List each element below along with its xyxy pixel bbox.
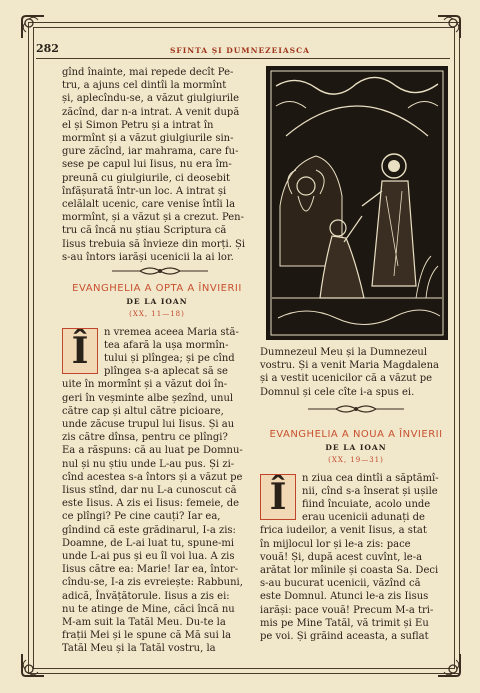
text-line: unde L-ai pus și eu îl voi lua. A zis bbox=[62, 551, 235, 563]
text-line: gînd înainte, mai repede decît Pe- bbox=[62, 67, 234, 78]
text-line: cînd acestea s-a întors și a văzut pe bbox=[62, 471, 243, 483]
text-line: arătat lor mîinile și coasta Sa. Deci bbox=[260, 565, 439, 577]
text-line: Iisus trebuia să învieze din morți. Și bbox=[62, 238, 246, 250]
text-line: cîndu-se, I-a zis evreiește: Rabbuni, bbox=[62, 577, 243, 589]
text-line: preună cu giulgiurile, ci deosebit bbox=[62, 172, 231, 184]
text-line: Ea a răspuns: că au luat pe Domnu- bbox=[62, 445, 243, 457]
text-line: gîndind că este grădinarul, I-a zis: bbox=[62, 524, 236, 536]
text-line: mormînt, și a văzut și a crezut. Pen- bbox=[62, 212, 244, 224]
divider-ornament-icon bbox=[306, 404, 406, 414]
text-line: celălalt ucenic, care venise întîi la bbox=[62, 199, 236, 211]
resurrection-noli-me-tangere-icon bbox=[266, 66, 448, 340]
text-line: plîngea s-a aplecat să se bbox=[104, 366, 228, 378]
right-column-top-text bbox=[260, 346, 452, 399]
header-rule bbox=[36, 58, 450, 59]
text-line: Doamne, de L-ai luat tu, spune-mi bbox=[62, 537, 235, 549]
drop-cap: Î bbox=[62, 328, 98, 374]
section-eight bbox=[62, 282, 252, 656]
text-line: s-au întors iarăși ucenicii la ai lor. bbox=[62, 251, 234, 263]
text-line: ce plîngi? Pe cine cauți? Iar ea, bbox=[62, 511, 221, 523]
text-line: Iisus stînd, dar nu L-a cunoscut că bbox=[62, 485, 237, 497]
text-line: mis pe Mine Tatăl, vă trimit și Eu bbox=[260, 617, 429, 629]
text-line: frica iudeilor, a venit Iisus, a stat bbox=[260, 525, 427, 537]
text-line: vouă! Și, după acest cuvînt, le-a bbox=[260, 551, 423, 563]
text-line: uite în mormînt și a văzut doi în- bbox=[62, 379, 228, 391]
text-line: el și Simon Petru și a intrat în bbox=[62, 119, 214, 131]
text-line: n ziua cea dintîi a săptămî- bbox=[302, 472, 439, 484]
text-line: tru, a ajuns cel dintîi la mormînt bbox=[62, 80, 227, 92]
section-title: EVANGHELIA A NOUA A ÎNVIERII bbox=[269, 429, 443, 440]
text-line: nul și nu știu unde L-au pus. Și zi- bbox=[62, 458, 235, 470]
text-line: pe voi. Și grăind aceasta, a suflat bbox=[260, 631, 429, 643]
text-line: unde zăcuse trupul lui Iisus. Și au bbox=[62, 419, 235, 431]
text-line: vostru. Și a venit Maria Magdalena bbox=[260, 360, 439, 372]
drop-cap: Î bbox=[260, 474, 296, 520]
corner-ornament-icon bbox=[436, 14, 462, 40]
text-line: iarăși: pace vouă! Precum M-a tri- bbox=[260, 604, 434, 616]
section-reference: (XX, 19—31) bbox=[328, 456, 384, 465]
text-line: adică, Învățătorule. Iisus a zis ei: bbox=[62, 590, 230, 602]
section-reference: (XX, 11—18) bbox=[129, 310, 185, 319]
text-line: zis către dînsa, pentru ce plîngi? bbox=[62, 432, 228, 444]
corner-ornament-icon bbox=[436, 652, 462, 678]
text-line: către cap și altul către picioare, bbox=[62, 405, 224, 417]
section-nine bbox=[260, 428, 452, 643]
section-subtitle: DE LA IOAN bbox=[325, 443, 387, 453]
running-title: SFINTA ȘI DUMNEZEIASCA bbox=[170, 46, 310, 55]
text-line: geri în veșminte albe șezînd, unul bbox=[62, 392, 234, 404]
text-line: înfășurată într-un loc. A intrat și bbox=[62, 185, 227, 197]
page-number: 282 bbox=[36, 42, 59, 55]
section-subtitle: DE LA IOAN bbox=[126, 297, 188, 307]
divider-ornament-icon bbox=[110, 266, 210, 276]
text-line: erau ucenicii adunați de bbox=[302, 512, 425, 524]
text-line: fiind încuiate, acolo unde bbox=[302, 499, 431, 511]
text-line: frații Mei și le spune că Mă sui la bbox=[62, 630, 232, 642]
corner-ornament-icon bbox=[20, 14, 46, 40]
text-line: n vremea aceea Maria stă- bbox=[104, 326, 239, 338]
text-line: Dumnezeul Meu și la Dumnezeul bbox=[260, 347, 428, 358]
text-line: tea afară la ușa mormîn- bbox=[104, 339, 229, 351]
text-line: și, aplecîndu-se, a văzut giulgiurile bbox=[62, 93, 240, 105]
text-line: sese pe capul lui Iisus, nu era îm- bbox=[62, 159, 232, 171]
text-line: este Domnul. Atunci le-a zis Iisus bbox=[260, 591, 429, 603]
left-column-top-text bbox=[62, 66, 252, 264]
text-line: Tatăl Meu și la Tatăl vostru, la bbox=[62, 643, 216, 655]
corner-ornament-icon bbox=[20, 652, 46, 678]
text-line: s-au bucurat ucenicii, văzînd că bbox=[260, 578, 421, 590]
text-line: Domnul și cele cîte i-a spus ei. bbox=[260, 386, 415, 398]
text-line: nu te atinge de Mine, căci încă nu bbox=[62, 603, 235, 615]
resurrection-illustration bbox=[266, 66, 448, 340]
text-line: tru că încă nu știau Scriptura că bbox=[62, 225, 227, 237]
text-line: gure zăcînd, iar mahrama, care fu- bbox=[62, 146, 239, 158]
text-line: în mijlocul lor și le-a zis: pace bbox=[260, 538, 411, 550]
text-line: este Iisus. A zis ei Iisus: femeie, de bbox=[62, 498, 240, 510]
text-line: M-am suit la Tatăl Meu. Du-te la bbox=[62, 617, 226, 629]
text-line: mormînt și a văzut giulgiurile sin- bbox=[62, 133, 234, 145]
text-line: zăcînd, dar n-a intrat. A venit după bbox=[62, 106, 240, 118]
section-title: EVANGHELIA A OPTA A ÎNVIERII bbox=[72, 283, 242, 294]
text-line: Iisus către ea: Marie! Iar ea, întor- bbox=[62, 564, 239, 576]
text-line: nii, cînd s-a înserat și ușile bbox=[302, 485, 438, 497]
text-line: și a vestit ucenicilor că a văzut pe bbox=[260, 373, 433, 385]
text-line: tului și plîngea; și pe cînd bbox=[104, 353, 235, 365]
